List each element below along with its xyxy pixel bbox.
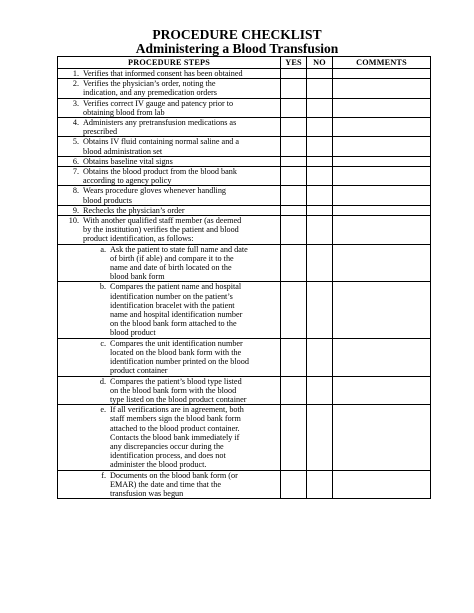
no-cell[interactable] <box>307 244 333 282</box>
no-cell[interactable] <box>307 470 333 499</box>
step-number: 10. <box>68 216 79 226</box>
yes-cell[interactable] <box>281 376 307 405</box>
step-text: With another qualified staff member (as deemed by the institution) verifies the patient and blood product identification, as follows: <box>83 216 242 244</box>
comments-cell[interactable] <box>333 69 431 79</box>
comments-cell[interactable] <box>333 186 431 205</box>
table-row <box>58 205 431 215</box>
document-subtitle: Administering a Blood Transfusion <box>135 41 339 56</box>
substep-cell <box>58 376 281 405</box>
no-cell[interactable] <box>307 137 333 156</box>
yes-cell[interactable] <box>281 98 307 117</box>
step-cell <box>58 79 281 98</box>
step-cell <box>58 156 281 166</box>
step-cell <box>58 205 281 215</box>
step-text: Administers any pretransfusion medications as prescribed <box>83 118 237 137</box>
yes-cell[interactable] <box>281 405 307 470</box>
table-row <box>58 167 431 186</box>
step-cell <box>58 98 281 117</box>
yes-cell[interactable] <box>281 156 307 166</box>
no-cell[interactable] <box>307 98 333 117</box>
header-yes: YES <box>281 57 307 69</box>
step-number: 3. <box>72 98 79 108</box>
yes-cell[interactable] <box>281 205 307 215</box>
step-cell <box>58 216 281 245</box>
comments-cell[interactable] <box>333 137 431 156</box>
step-cell <box>58 118 281 137</box>
table-subrow <box>58 405 431 470</box>
step-text: Obtains IV fluid containing normal saline and a blood administration set <box>83 137 240 156</box>
document-title: PROCEDURE CHECKLIST <box>152 27 322 42</box>
step-number: 1. <box>72 69 79 78</box>
yes-cell[interactable] <box>281 79 307 98</box>
step-number: 5. <box>72 137 79 147</box>
comments-cell[interactable] <box>333 167 431 186</box>
comments-cell[interactable] <box>333 282 431 338</box>
comments-cell[interactable] <box>333 205 431 215</box>
no-cell[interactable] <box>307 167 333 186</box>
yes-cell[interactable] <box>281 186 307 205</box>
step-text: Verifies the physician’s order, noting the indication, and any premedication orders <box>83 79 217 98</box>
table-row <box>58 69 431 79</box>
step-text: Obtains baseline vital signs <box>83 156 173 166</box>
comments-cell[interactable] <box>333 405 431 470</box>
yes-cell[interactable] <box>281 282 307 338</box>
substep-letter: b. <box>99 282 106 292</box>
yes-cell[interactable] <box>281 69 307 79</box>
table-body <box>58 69 431 499</box>
no-cell[interactable] <box>307 376 333 405</box>
no-cell[interactable] <box>307 79 333 98</box>
no-cell[interactable] <box>307 69 333 79</box>
comments-cell[interactable] <box>333 216 431 245</box>
step-text: Rechecks the physician’s order <box>83 205 185 215</box>
no-cell[interactable] <box>307 118 333 137</box>
table-subrow <box>58 244 431 282</box>
step-cell <box>58 69 281 79</box>
substep-cell <box>58 338 281 376</box>
substep-text: Compares the patient name and hospital identification number on the patient’s identification bracelet with the patient name and hospital identification number on the blood bank form attached to the blood product <box>110 282 243 338</box>
substep-cell <box>58 244 281 282</box>
step-cell <box>58 186 281 205</box>
header-procedure-steps: PROCEDURE STEPS <box>58 57 281 69</box>
yes-cell[interactable] <box>281 244 307 282</box>
table-header-row <box>58 57 431 69</box>
procedure-checklist-table <box>57 56 431 499</box>
step-text: Obtains the blood product from the blood bank according to agency policy <box>83 167 237 186</box>
substep-text: Compares the patient’s blood type listed on the blood bank form with the blood type listed on the blood product container <box>110 376 247 404</box>
table-row <box>58 98 431 117</box>
yes-cell[interactable] <box>281 338 307 376</box>
step-cell <box>58 137 281 156</box>
step-text: Verifies that informed consent has been obtained <box>83 69 243 78</box>
table-row <box>58 137 431 156</box>
comments-cell[interactable] <box>333 338 431 376</box>
yes-cell[interactable] <box>281 118 307 137</box>
no-cell[interactable] <box>307 216 333 245</box>
step-number: 6. <box>72 156 79 166</box>
header-comments: COMMENTS <box>333 57 431 69</box>
no-cell[interactable] <box>307 338 333 376</box>
comments-cell[interactable] <box>333 98 431 117</box>
step-cell <box>58 167 281 186</box>
table-subrow <box>58 470 431 499</box>
yes-cell[interactable] <box>281 137 307 156</box>
substep-letter: a. <box>100 244 106 254</box>
substep-text: Ask the patient to state full name and date of birth (if able) and compare it to the name and date of birth located on the blood bank form <box>110 244 248 282</box>
no-cell[interactable] <box>307 186 333 205</box>
comments-cell[interactable] <box>333 376 431 405</box>
no-cell[interactable] <box>307 282 333 338</box>
step-number: 2. <box>72 79 79 89</box>
step-number: 7. <box>72 167 79 177</box>
substep-letter: f. <box>101 470 106 480</box>
step-text: Verifies correct IV gauge and patency prior to obtaining blood from lab <box>83 98 234 117</box>
comments-cell[interactable] <box>333 156 431 166</box>
step-number: 9. <box>72 205 79 215</box>
no-cell[interactable] <box>307 405 333 470</box>
substep-cell <box>58 282 281 338</box>
yes-cell[interactable] <box>281 470 307 499</box>
step-number: 4. <box>72 118 79 128</box>
table-row <box>58 216 431 245</box>
yes-cell[interactable] <box>281 167 307 186</box>
table-subrow <box>58 376 431 405</box>
comments-cell[interactable] <box>333 244 431 282</box>
substep-cell <box>58 405 281 470</box>
substep-letter: d. <box>99 376 106 386</box>
table-row <box>58 186 431 205</box>
no-cell[interactable] <box>307 156 333 166</box>
table-row <box>58 156 431 166</box>
yes-cell[interactable] <box>281 216 307 245</box>
table-subrow <box>58 338 431 376</box>
substep-letter: e. <box>100 405 106 415</box>
step-number: 8. <box>72 186 79 196</box>
table-subrow <box>58 282 431 338</box>
header-no: NO <box>307 57 333 69</box>
comments-cell[interactable] <box>333 118 431 137</box>
comments-cell[interactable] <box>333 79 431 98</box>
table-row <box>58 79 431 98</box>
comments-cell[interactable] <box>333 470 431 499</box>
substep-text: Compares the unit identification number located on the blood bank form with the identification number printed on the blood product container <box>110 338 249 376</box>
no-cell[interactable] <box>307 205 333 215</box>
substep-text: Documents on the blood bank form (or EMAR) the date and time that the transfusion was begun <box>110 470 238 498</box>
step-text: Wears procedure gloves whenever handling blood products <box>83 186 227 205</box>
substep-letter: c. <box>100 338 106 348</box>
substep-cell <box>58 470 281 499</box>
table-row <box>58 118 431 137</box>
substep-text: If all verifications are in agreement, both staff members sign the blood bank form attached to the blood product container. Contacts the blood bank immediately if any discrepancies occur during the identification process, and does not administer the blood product. <box>110 405 244 470</box>
